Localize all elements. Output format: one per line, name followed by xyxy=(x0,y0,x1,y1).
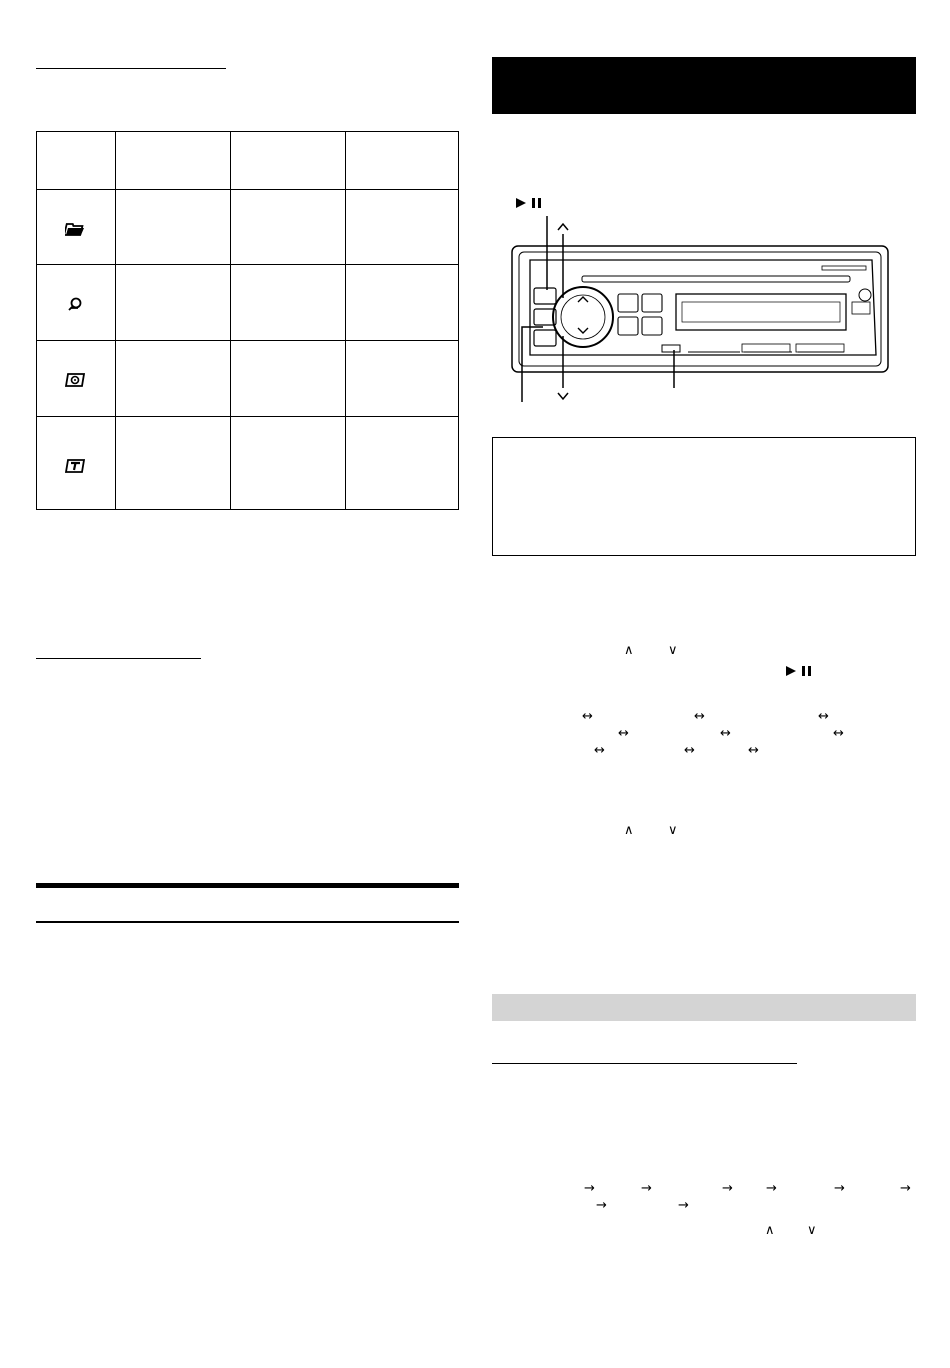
swap-arrow-icon: ↔ xyxy=(720,726,731,741)
note-box xyxy=(492,437,916,556)
down-icon: ∨ xyxy=(668,643,678,658)
swap-arrow-icon: ↔ xyxy=(684,743,695,758)
title-icon xyxy=(65,459,85,473)
next-arrow-icon: → xyxy=(584,1181,595,1196)
section-divider-thin xyxy=(36,921,459,923)
swap-arrow-icon: ↔ xyxy=(748,743,759,758)
next-arrow-icon: → xyxy=(900,1181,911,1196)
gray-section-underline xyxy=(492,1063,797,1064)
info-table xyxy=(36,131,459,510)
section-title-bar xyxy=(492,57,916,114)
artist-icon xyxy=(65,297,85,311)
play-pause-icon xyxy=(785,665,819,677)
next-arrow-icon: → xyxy=(641,1181,652,1196)
gray-section-bar xyxy=(492,994,916,1021)
swap-arrow-icon: ↔ xyxy=(582,709,593,724)
subheading-underline xyxy=(36,658,201,659)
heading-underline xyxy=(36,68,226,69)
swap-arrow-icon: ↔ xyxy=(833,726,844,741)
swap-arrow-icon: ↔ xyxy=(594,743,605,758)
swap-arrow-icon: ↔ xyxy=(694,709,705,724)
next-arrow-icon: → xyxy=(834,1181,845,1196)
next-arrow-icon: → xyxy=(678,1198,689,1213)
section-divider-thick xyxy=(36,883,459,888)
head-unit-illustration xyxy=(492,190,916,406)
folder-icon xyxy=(65,222,85,236)
swap-arrow-icon: ↔ xyxy=(818,709,829,724)
up-icon: ∧ xyxy=(624,823,634,838)
next-arrow-icon: → xyxy=(596,1198,607,1213)
next-arrow-icon: → xyxy=(722,1181,733,1196)
swap-arrow-icon: ↔ xyxy=(618,726,629,741)
down-icon: ∨ xyxy=(668,823,678,838)
album-icon xyxy=(65,373,85,387)
up-icon: ∧ xyxy=(624,643,634,658)
next-arrow-icon: → xyxy=(766,1181,777,1196)
up-icon: ∧ xyxy=(765,1223,775,1238)
down-icon: ∨ xyxy=(807,1223,817,1238)
